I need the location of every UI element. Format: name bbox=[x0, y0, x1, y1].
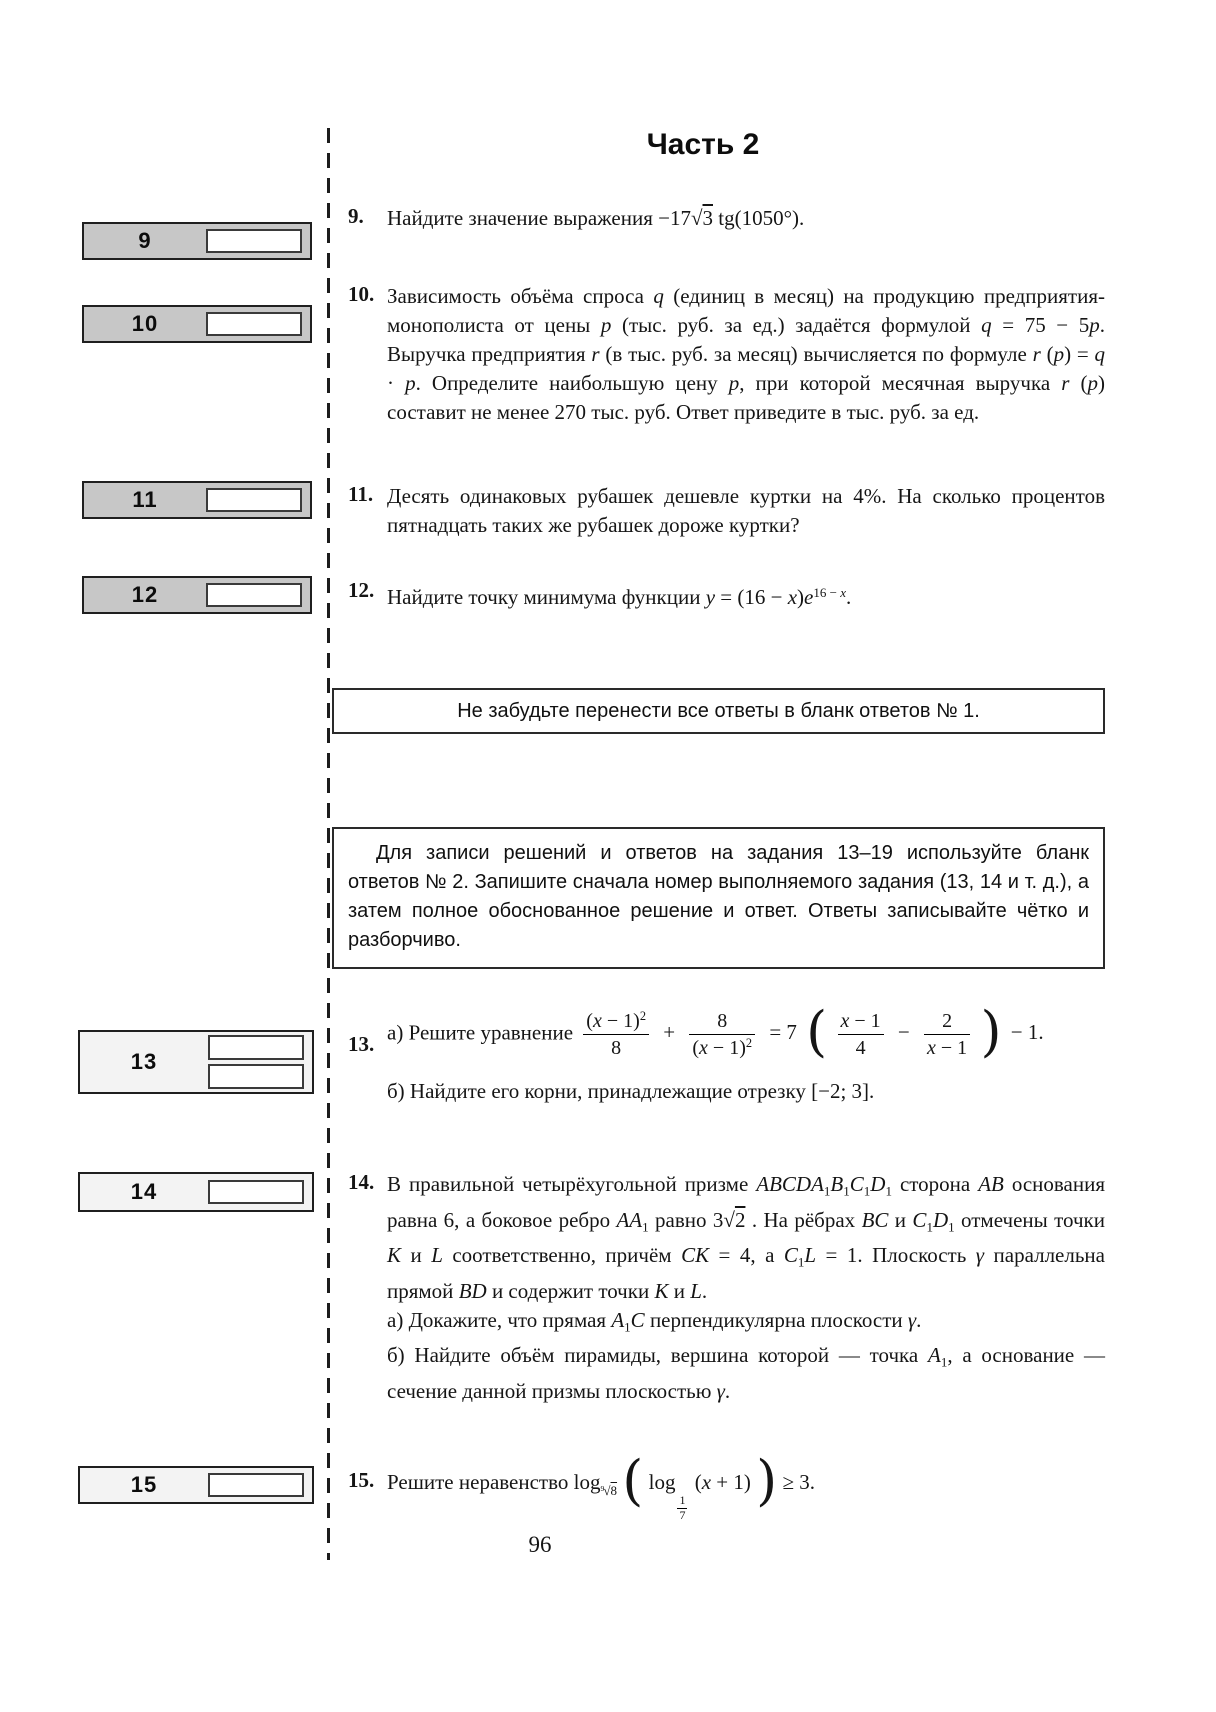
answer-box-label: 11 bbox=[132, 487, 158, 512]
operator-equals-seven: = 7 bbox=[769, 1020, 797, 1045]
answer-box-10 bbox=[82, 305, 312, 343]
problem-text: В правильной четырёхугольной призме $ABCDA_1B_1C_1D_1$ сторона AB основания равна 6, а боковое ребро $AA_1$ равно 3√2 . На рёбрах BC и $C_1D_1$ отмечены точки K и L соответственно, причём CK = 4, а $C_1L = 1$. Плоскость γ параллельна прямой BD и содержит точки K и L. bbox=[387, 1172, 1106, 1303]
answer-box-13 bbox=[78, 1030, 314, 1094]
task-b-text: б) Найдите объём пирамиды, вершина которой — точка $A_1$, а основание — сечение данной призмы плоскостью γ. bbox=[387, 1343, 1105, 1403]
problem-number: 11. bbox=[348, 482, 374, 506]
operator-minus: − bbox=[897, 1020, 910, 1045]
operator-plus: + bbox=[663, 1020, 676, 1045]
problem-13 bbox=[348, 999, 1105, 1106]
answer-box-9 bbox=[82, 222, 312, 260]
answer-box-label: 10 bbox=[131, 311, 159, 336]
fraction-4-denominator: x − 1 bbox=[927, 1037, 968, 1059]
answer-box-12 bbox=[82, 576, 312, 614]
problem-11 bbox=[348, 482, 1105, 540]
problem-12 bbox=[348, 578, 1105, 612]
fraction-1 bbox=[583, 1008, 649, 1061]
inequality-tail: ≥ 3. bbox=[782, 1470, 815, 1494]
log-inner-base-one-seventh bbox=[677, 1494, 687, 1523]
answer-box-label: 12 bbox=[131, 582, 159, 607]
part2-instructions-box bbox=[332, 827, 1105, 969]
problem-number: 10. bbox=[348, 282, 375, 306]
base-fraction-denominator: 7 bbox=[679, 1507, 686, 1522]
log-argument: (x + 1) bbox=[694, 1470, 751, 1494]
fraction-3-denominator: 4 bbox=[855, 1037, 866, 1059]
part-title: Часть 2 bbox=[646, 128, 760, 161]
open-paren: ( bbox=[622, 1449, 644, 1513]
problem-text: Зависимость объёма спроса q (единиц в месяц) на продукцию предприятия-монополиста от цены p (тыс. руб. за ед.) задаётся формулой q = 75 − 5p. Выручка предприятия r (в тыс. руб. за месяц) вычисляется по формуле r (p) = q · p. Определите наибольшую цену p, при которой месячная выручка r (p) составит не менее 270 тыс. руб. Ответ приведите в тыс. руб. за ед. bbox=[387, 284, 1105, 424]
fraction-3-numerator: x − 1 bbox=[838, 1008, 884, 1035]
task-a-label: а) Решите уравнение bbox=[387, 1020, 574, 1045]
answer-box-11 bbox=[82, 481, 312, 519]
task-a-text: а) Докажите, что прямая $A_1C$ перпендикулярна плоскости γ. bbox=[387, 1307, 922, 1335]
problem-text: Десять одинаковых рубашек дешевле куртки на 4%. На сколько процентов пятнадцать таких же рубашек дороже куртки? bbox=[387, 484, 1105, 537]
answer-box-15 bbox=[78, 1466, 314, 1504]
fraction-2-denominator: $(x - 1)^2$ bbox=[692, 1036, 753, 1059]
problem-15 bbox=[348, 1449, 1105, 1523]
close-paren: ) bbox=[980, 999, 1002, 1063]
log-outer-base-ninth-root-8: 9√8 bbox=[600, 1483, 618, 1498]
answer-slot bbox=[208, 1064, 304, 1089]
log-inner: log bbox=[648, 1470, 676, 1494]
answer-slot bbox=[206, 488, 302, 512]
transfer-answers-notice bbox=[332, 688, 1105, 734]
task-b-text: б) Найдите его корни, принадлежащие отрезку [−2; 3]. bbox=[387, 1079, 875, 1103]
problem-15-inequality bbox=[387, 1449, 1105, 1523]
equation-tail: − 1. bbox=[1010, 1020, 1044, 1045]
page-number: 96 bbox=[528, 1532, 552, 1557]
task-label: Решите неравенство bbox=[387, 1470, 574, 1494]
notice-text: Для записи решений и ответов на задания 13–19 используйте бланк ответов № 2. Запишите сначала номер выполняемого задания (13, 14 и т. д.), а затем полное обоснованное решение и ответ. Ответы записывайте чётко и разборчиво. bbox=[348, 842, 1089, 951]
answer-box-label: 15 bbox=[130, 1472, 158, 1497]
fraction-4 bbox=[924, 1008, 970, 1061]
problem-number: 12. bbox=[348, 578, 375, 602]
problem-number: 15. bbox=[348, 1468, 375, 1492]
close-paren: ) bbox=[756, 1449, 778, 1513]
answer-slot bbox=[208, 1473, 304, 1497]
fraction-3 bbox=[838, 1008, 884, 1061]
problem-10 bbox=[348, 282, 1105, 427]
fraction-1-denominator: 8 bbox=[611, 1037, 622, 1059]
problem-9 bbox=[348, 204, 1105, 233]
answer-slot bbox=[206, 229, 302, 253]
fraction-2 bbox=[689, 1008, 755, 1061]
problem-text: Найдите точку минимума функции $y = (16 - x)e^{16 -}$ $^x$. bbox=[387, 585, 852, 610]
notice-text: Не забудьте перенести все ответы в бланк ответов № 1. bbox=[457, 699, 980, 722]
answer-slot bbox=[206, 312, 302, 336]
answer-slot bbox=[208, 1035, 304, 1060]
open-paren: ( bbox=[806, 999, 828, 1063]
base-fraction-numerator: 1 bbox=[679, 1493, 686, 1507]
fraction-1-numerator: $(x - 1)^2$ bbox=[583, 1008, 649, 1035]
answer-slot bbox=[208, 1180, 304, 1204]
answer-box-label: 9 bbox=[138, 228, 152, 253]
answer-slot bbox=[206, 583, 302, 607]
problem-number: 14. bbox=[348, 1170, 375, 1194]
problem-number: 9. bbox=[348, 204, 364, 228]
problem-text: Найдите значение выражения −17√3 tg(1050°). bbox=[387, 206, 805, 230]
answer-box-label: 13 bbox=[130, 1049, 158, 1074]
problem-13-equation bbox=[387, 999, 1105, 1063]
problem-14 bbox=[348, 1170, 1105, 1406]
problem-number: 13. bbox=[348, 1032, 375, 1056]
answer-slot-group bbox=[208, 1035, 304, 1089]
margin-dashed-divider bbox=[327, 128, 330, 1560]
log-outer: log bbox=[573, 1470, 601, 1494]
answer-box-14 bbox=[78, 1172, 314, 1212]
fraction-2-numerator: 8 bbox=[689, 1008, 755, 1035]
fraction-4-numerator: 2 bbox=[924, 1008, 970, 1035]
answer-box-label: 14 bbox=[130, 1179, 158, 1204]
